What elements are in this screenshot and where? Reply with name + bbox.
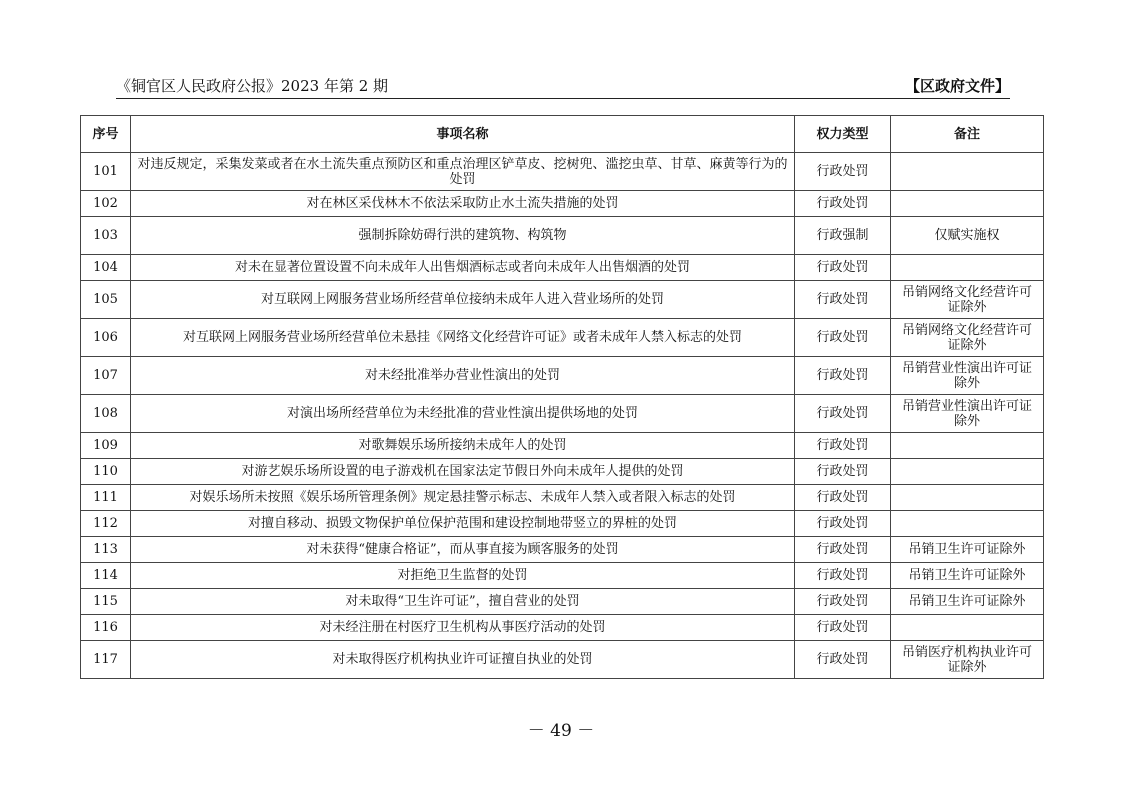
row-number: 115 [81,589,131,615]
item-name: 强制拆除妨碍行洪的建筑物、构筑物 [131,217,795,255]
row-number: 116 [81,615,131,641]
item-name: 对互联网上网服务营业场所经营单位未悬挂《网络文化经营许可证》或者未成年人禁入标志的处罚 [131,319,795,357]
power-type: 行政处罚 [795,255,891,281]
table-body [81,153,1044,679]
item-name: 对未获得“健康合格证”，而从事直接为顾客服务的处罚 [131,537,795,563]
table-row [81,537,1044,563]
remark: 吊销网络文化经营许可证除外 [891,281,1044,319]
table-row [81,357,1044,395]
power-type: 行政处罚 [795,537,891,563]
power-type: 行政处罚 [795,319,891,357]
table-row [81,255,1044,281]
remark [891,511,1044,537]
item-name: 对游艺娱乐场所设置的电子游戏机在国家法定节假日外向未成年人提供的处罚 [131,459,795,485]
row-number: 114 [81,563,131,589]
power-type: 行政强制 [795,217,891,255]
remark [891,153,1044,191]
section-label: 【区政府文件】 [904,77,1010,95]
table-row [81,191,1044,217]
power-type: 行政处罚 [795,563,891,589]
table-row [81,589,1044,615]
item-name: 对在林区采伐林木不依法采取防止水土流失措施的处罚 [131,191,795,217]
remark: 吊销网络文化经营许可证除外 [891,319,1044,357]
page-number: － 49 － [527,721,595,741]
page-header [116,76,1010,99]
power-type: 行政处罚 [795,511,891,537]
table-row [81,459,1044,485]
table-row [81,281,1044,319]
item-name: 对歌舞娱乐场所接纳未成年人的处罚 [131,433,795,459]
item-name: 对违反规定，采集发菜或者在水土流失重点预防区和重点治理区铲草皮、挖树兜、滥挖虫草、甘草、麻黄等行为的处罚 [131,153,795,191]
remark: 吊销医疗机构执业许可证除外 [891,641,1044,679]
power-type: 行政处罚 [795,191,891,217]
power-type: 行政处罚 [795,281,891,319]
table-row [81,641,1044,679]
column-header-note: 备注 [891,116,1044,153]
remark [891,615,1044,641]
power-type: 行政处罚 [795,433,891,459]
remark: 仅赋实施权 [891,217,1044,255]
item-name: 对未经注册在村医疗卫生机构从事医疗活动的处罚 [131,615,795,641]
row-number: 103 [81,217,131,255]
power-type: 行政处罚 [795,641,891,679]
table-row [81,563,1044,589]
item-name: 对未取得医疗机构执业许可证擅自执业的处罚 [131,641,795,679]
remark: 吊销卫生许可证除外 [891,589,1044,615]
item-name: 对互联网上网服务营业场所经营单位接纳未成年人进入营业场所的处罚 [131,281,795,319]
power-type: 行政处罚 [795,615,891,641]
remark: 吊销营业性演出许可证除外 [891,357,1044,395]
remark [891,255,1044,281]
column-header-name: 事项名称 [131,116,795,153]
remark [891,485,1044,511]
remark: 吊销卫生许可证除外 [891,537,1044,563]
remark: 吊销营业性演出许可证除外 [891,395,1044,433]
row-number: 117 [81,641,131,679]
table-row [81,433,1044,459]
column-header-no: 序号 [81,116,131,153]
item-name: 对娱乐场所未按照《娱乐场所管理条例》规定悬挂警示标志、未成年人禁入或者限入标志的处罚 [131,485,795,511]
table-row [81,153,1044,191]
table-row [81,217,1044,255]
table-row [81,395,1044,433]
row-number: 110 [81,459,131,485]
remark [891,433,1044,459]
items-table [80,115,1044,679]
table-row [81,615,1044,641]
power-type: 行政处罚 [795,589,891,615]
table-row [81,319,1044,357]
row-number: 107 [81,357,131,395]
row-number: 106 [81,319,131,357]
row-number: 101 [81,153,131,191]
item-name: 对拒绝卫生监督的处罚 [131,563,795,589]
table-row [81,485,1044,511]
row-number: 102 [81,191,131,217]
gazette-title: 《铜官区人民政府公报》2023 年第 2 期 [116,77,389,95]
row-number: 108 [81,395,131,433]
remark [891,459,1044,485]
row-number: 111 [81,485,131,511]
item-name: 对擅自移动、损毁文物保护单位保护范围和建设控制地带竖立的界桩的处罚 [131,511,795,537]
power-type: 行政处罚 [795,357,891,395]
power-type: 行政处罚 [795,459,891,485]
item-name: 对未经批准举办营业性演出的处罚 [131,357,795,395]
table-row [81,511,1044,537]
row-number: 105 [81,281,131,319]
item-name: 对演出场所经营单位为未经批准的营业性演出提供场地的处罚 [131,395,795,433]
power-type: 行政处罚 [795,395,891,433]
item-name: 对未在显著位置设置不向未成年人出售烟酒标志或者向未成年人出售烟酒的处罚 [131,255,795,281]
row-number: 113 [81,537,131,563]
row-number: 112 [81,511,131,537]
power-type: 行政处罚 [795,153,891,191]
item-name: 对未取得“卫生许可证”，擅自营业的处罚 [131,589,795,615]
remark [891,191,1044,217]
table-header-row [81,116,1044,153]
column-header-type: 权力类型 [795,116,891,153]
remark: 吊销卫生许可证除外 [891,563,1044,589]
power-type: 行政处罚 [795,485,891,511]
row-number: 109 [81,433,131,459]
row-number: 104 [81,255,131,281]
